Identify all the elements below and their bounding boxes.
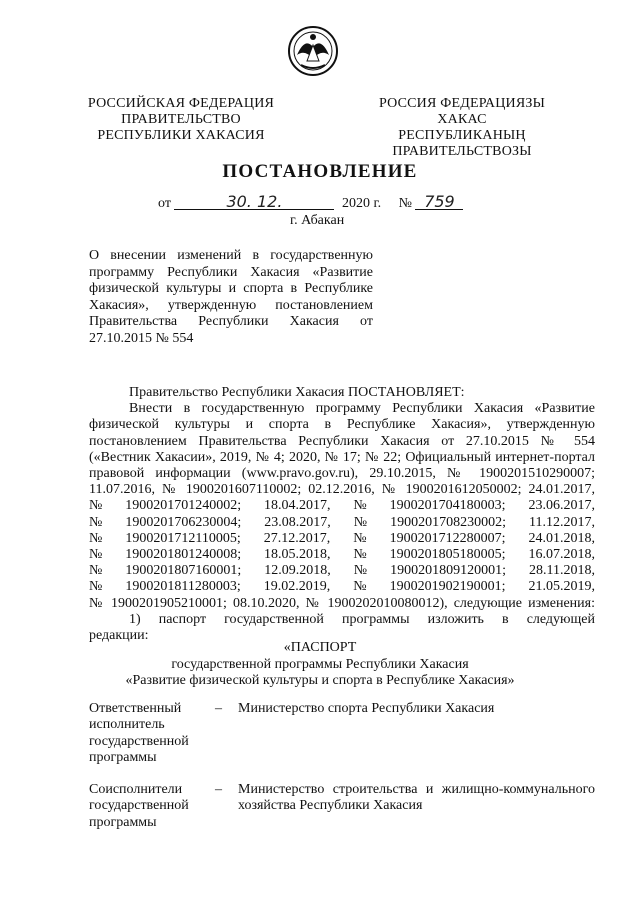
- header-left-line: РЕСПУБЛИКИ ХАКАСИЯ: [97, 128, 265, 143]
- passport-row-value: Министерство спорта Республики Хакасия: [238, 701, 495, 716]
- body-line: Внести в государственную программу Республики Хакасия «Развитие: [129, 401, 595, 417]
- body-line: физической культуры и спорта в Республике Хакасия», утвержденную: [89, 417, 595, 433]
- ref-cell: №: [89, 579, 103, 595]
- number-sign: №: [398, 196, 412, 211]
- ref-cell: 27.12.2017,: [263, 530, 331, 546]
- date-year: 2020 г.: [341, 196, 382, 211]
- header-right: [372, 96, 552, 160]
- reference-row: [89, 579, 595, 595]
- header-left: [86, 96, 276, 144]
- coat-of-arms-icon: [287, 25, 339, 77]
- reference-row: [89, 547, 595, 563]
- ref-cell: №: [89, 514, 103, 530]
- header-left-line: РОССИЙСКАЯ ФЕДЕРАЦИЯ: [87, 96, 275, 111]
- header-right-line: РОССИЯ ФЕДЕРАЦИЯЗЫ: [378, 96, 546, 111]
- ref-cell: 1900201809120001;: [390, 563, 506, 579]
- ref-cell: 1900201811280003;: [125, 579, 241, 595]
- ref-cell: №: [353, 530, 367, 546]
- city: г. Абакан: [290, 213, 345, 228]
- passport-row-dash: –: [215, 782, 222, 797]
- body-intro: Правительство Республики Хакасия ПОСТАНОВЛЯЕТ:: [129, 385, 465, 400]
- ref-cell: 21.05.2019,: [528, 579, 595, 595]
- ref-cell: №: [89, 547, 103, 563]
- header-right-line: ХАКАС РЕСПУБЛИКАНЫҢ: [398, 112, 526, 143]
- ref-cell: №: [353, 498, 367, 514]
- body-tail: № 1900201905210001; 08.10.2020, № 1900202010080012), следующие изменения:: [89, 595, 595, 611]
- ref-cell: 18.04.2017,: [264, 498, 331, 514]
- reference-row: [89, 498, 595, 514]
- handwritten-date: 30. 12.: [174, 194, 334, 210]
- date-prefix: от: [158, 196, 171, 211]
- date-line: [158, 194, 463, 213]
- ref-cell: 19.02.2019,: [263, 579, 331, 595]
- ref-cell: №: [353, 547, 367, 563]
- passport-heading: «ПАСПОРТ: [283, 640, 357, 655]
- ref-cell: 24.01.2018,: [528, 530, 595, 546]
- passport-row-label: Соисполнители государственной программы: [89, 782, 189, 830]
- document-body: [89, 385, 595, 644]
- document-subject: О внесении изменений в государственную программу Республики Хакасия «Развитие физической культуры и спорта в Республике Хакасия», утвержденную постановлением Правительства Республики Хакасия от 27.10.2015 № 554: [89, 248, 373, 346]
- passport-row-value: Министерство строительства и жилищно-коммунального хозяйства Республики Хакасия: [238, 782, 595, 814]
- ref-cell: 11.12.2017,: [529, 514, 595, 530]
- passport-heading-block: [0, 640, 640, 690]
- ref-cell: 1900201712280007;: [389, 530, 506, 546]
- reference-row: [89, 563, 595, 579]
- ref-cell: 18.05.2018,: [264, 547, 331, 563]
- item-1-continued: редакции:: [89, 628, 149, 644]
- body-line: («Вестник Хакасии», 2019, № 4; 2020, № 17; № 22; Официальный интернет-портал: [89, 449, 595, 465]
- body-line: правовой информации (www.pravo.gov.ru), 29.10.2015, № 1900201510290007;: [89, 466, 595, 482]
- ref-cell: 12.09.2018,: [264, 563, 331, 579]
- ref-cell: 1900201801240008;: [125, 547, 242, 563]
- ref-cell: 1900201807160001;: [125, 563, 242, 579]
- passport-row-dash: –: [215, 701, 222, 716]
- program-name: «Развитие физической культуры и спорта в Республике Хакасия»: [125, 673, 515, 688]
- ref-cell: 16.07.2018,: [528, 547, 595, 563]
- ref-cell: 1900201708230002;: [390, 514, 506, 530]
- ref-cell: 1900201706230004;: [125, 514, 242, 530]
- passport-row: [89, 701, 595, 771]
- ref-cell: 1900201805180005;: [389, 547, 506, 563]
- handwritten-number: 759: [415, 194, 463, 210]
- reference-row: [89, 515, 595, 531]
- ref-cell: №: [353, 579, 367, 595]
- passport-subheading: государственной программы Республики Хакасия: [171, 656, 469, 672]
- document-title: ПОСТАНОВЛЕНИЕ: [222, 161, 418, 182]
- ref-cell: №: [353, 514, 368, 530]
- item-1: 1) паспорт государственной программы изложить в следующей: [129, 611, 595, 627]
- ref-cell: 1900201902190001;: [389, 579, 506, 595]
- header-left-line: ПРАВИТЕЛЬСТВО: [121, 112, 241, 127]
- ref-cell: №: [89, 563, 103, 579]
- passport-row: [89, 782, 595, 832]
- ref-cell: 1900201704180003;: [389, 498, 506, 514]
- ref-cell: №: [89, 498, 103, 514]
- ref-cell: 1900201701240002;: [125, 498, 242, 514]
- ref-cell: 23.08.2017,: [264, 514, 331, 530]
- ref-cell: №: [353, 563, 368, 579]
- body-line: постановлением Правительства Республики Хакасия от 27.10.2015 № 554: [89, 433, 595, 449]
- ref-cell: №: [89, 530, 103, 546]
- ref-cell: 28.11.2018,: [529, 563, 595, 579]
- header-right-line: ПРАВИТЕЛЬСТВОЗЫ: [392, 144, 532, 159]
- reference-row: [89, 531, 595, 547]
- ref-cell: 23.06.2017,: [528, 498, 595, 514]
- ref-cell: 1900201712110005;: [125, 530, 241, 546]
- body-line: 11.07.2016, № 1900201607110002; 02.12.2016, № 1900201612050002; 24.01.2017,: [89, 482, 595, 498]
- passport-row-label: Ответственный исполнитель государственной программы: [89, 701, 189, 765]
